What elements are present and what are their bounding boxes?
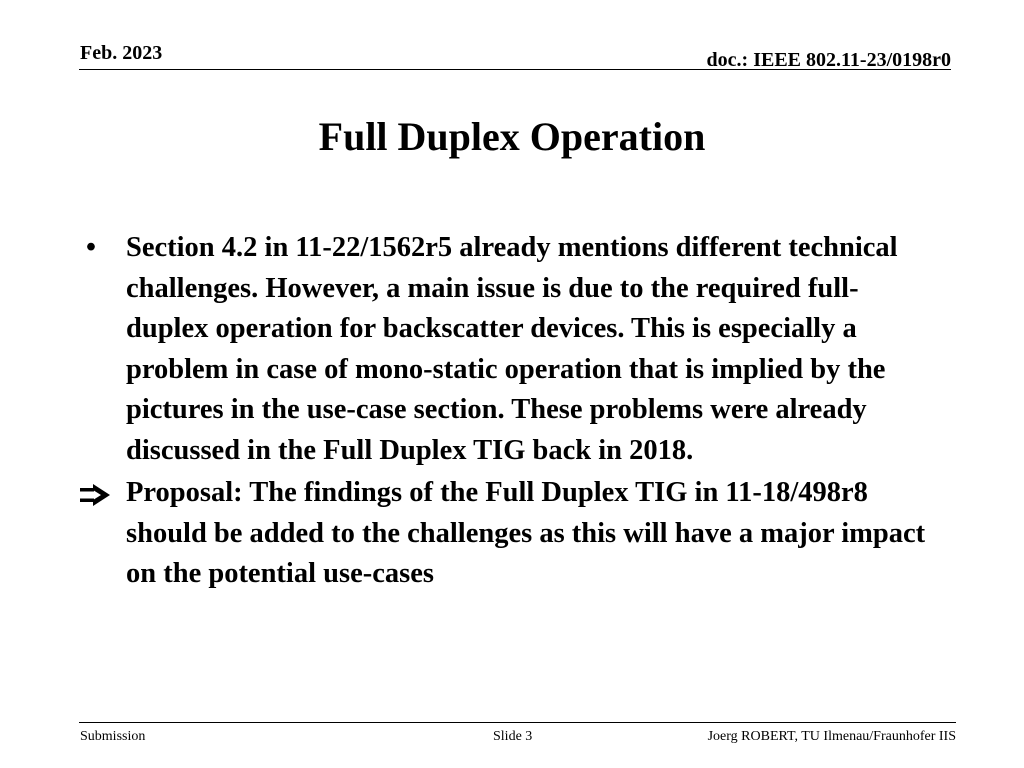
list-item-text: Proposal: The findings of the Full Duplex TIG in 11-18/498r8 should be added to the challenges as this will have a major impact on the potential use-cases	[126, 477, 926, 589]
list-item-proposal	[80, 473, 940, 595]
footer-divider	[79, 722, 956, 723]
header-divider	[79, 69, 951, 70]
slide-title: Full Duplex Operation	[318, 114, 706, 159]
header-doc-id: doc.: IEEE 802.11-23/0198r0	[706, 49, 951, 71]
slide-number: Slide 3	[493, 729, 533, 744]
header-date: Feb. 2023	[80, 42, 163, 64]
list-item-text: Section 4.2 in 11-22/1562r5 already mentions different technical challenges. However, a main issue is due to the required full-duplex operation for backscatter devices. This is especially a problem in case of mono-static operation that is implied by the pictures in the use-case section. These problems were already discussed in the Full Duplex TIG back in 2018.	[126, 232, 898, 466]
list-item-section-note	[80, 228, 940, 471]
arrow-right-icon	[80, 473, 126, 507]
slide-body	[80, 228, 940, 595]
footer-author: Joerg ROBERT, TU Ilmenau/Fraunhofer IIS	[707, 729, 956, 744]
footer-submission: Submission	[80, 729, 146, 744]
bullet-icon: •	[86, 232, 96, 263]
